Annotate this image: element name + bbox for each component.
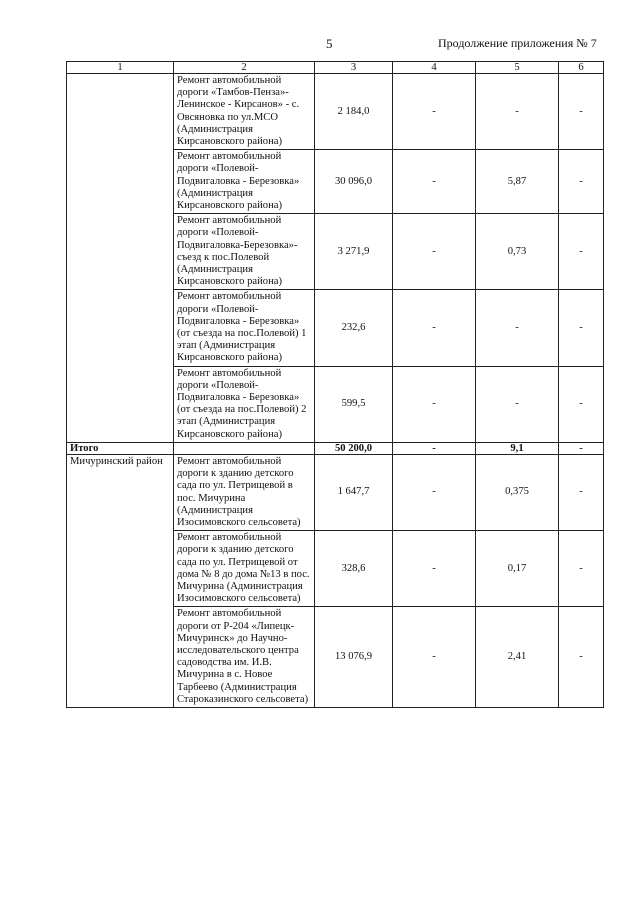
value-cell: - xyxy=(559,290,604,366)
length-cell: - xyxy=(476,290,559,366)
value-cell: - xyxy=(559,214,604,290)
total-row xyxy=(67,442,604,454)
value-cell: - xyxy=(559,150,604,214)
amount-cell: 13 076,9 xyxy=(315,607,393,708)
amount-cell: 2 184,0 xyxy=(315,74,393,150)
road-name: Ремонт автомобильной дороги «Полевой-Подвигаловка - Березовка» (от съезда на пос.Полевой) 1 этап (Администрация Кирсановского района) xyxy=(174,290,315,366)
district-cell: Мичуринский район xyxy=(67,454,174,707)
amount-cell: 232,6 xyxy=(315,290,393,366)
amount-cell: 30 096,0 xyxy=(315,150,393,214)
road-name: Ремонт автомобильной дороги к зданию детского сада по ул. Петрищевой от дома № 8 до дома №13 в пос. Мичурина (Администрация Изосимовского сельсовета) xyxy=(174,531,315,607)
length-cell: 0,73 xyxy=(476,214,559,290)
road-name: Ремонт автомобильной дороги «Полевой-Подвигаловка - Березовка» (от съезда на пос.Полевой) 2 этап (Администрация Кирсановского района) xyxy=(174,366,315,442)
page-number: 5 xyxy=(326,36,333,51)
value-cell: - xyxy=(393,214,476,290)
length-cell: 5,87 xyxy=(476,150,559,214)
table-row xyxy=(67,74,604,150)
total-amount: 50 200,0 xyxy=(315,442,393,454)
value-cell: - xyxy=(559,74,604,150)
value-cell: - xyxy=(393,531,476,607)
page-header: Продолжение приложения № 7 xyxy=(438,36,597,50)
amount-cell: 599,5 xyxy=(315,366,393,442)
value-cell: - xyxy=(393,607,476,708)
road-name: Ремонт автомобильной дороги «Полевой-Подвигаловка-Березовка»-съезд к пос.Полевой (Администрация Кирсановского района) xyxy=(174,214,315,290)
length-cell: 0,375 xyxy=(476,454,559,530)
value-cell: - xyxy=(393,290,476,366)
total-label: Итого xyxy=(67,442,174,454)
road-name: Ремонт автомобильной дороги от Р-204 «Липецк-Мичуринск» до Научно-исследовательского центра садоводства им. И.В. Мичурина в с. Новое Тарбеево (Администрация Староказинского сельсовета) xyxy=(174,607,315,708)
district-cell xyxy=(67,74,174,443)
value-cell: - xyxy=(393,454,476,530)
column-number: 6 xyxy=(559,62,604,74)
column-number: 5 xyxy=(476,62,559,74)
length-cell: - xyxy=(476,74,559,150)
table-row xyxy=(67,454,604,530)
value-cell: - xyxy=(559,454,604,530)
road-name: Ремонт автомобильной дороги «Тамбов-Пенза»-Ленинское - Кирсанов» - с. Овсяновка по ул.МСО (Администрация Кирсановского района) xyxy=(174,74,315,150)
column-number: 2 xyxy=(174,62,315,74)
value-cell: - xyxy=(559,531,604,607)
total-value: - xyxy=(559,442,604,454)
column-number: 3 xyxy=(315,62,393,74)
amount-cell: 1 647,7 xyxy=(315,454,393,530)
length-cell: 2,41 xyxy=(476,607,559,708)
length-cell: - xyxy=(476,366,559,442)
value-cell: - xyxy=(393,74,476,150)
amount-cell: 3 271,9 xyxy=(315,214,393,290)
column-number-row xyxy=(67,62,604,74)
value-cell: - xyxy=(559,607,604,708)
total-length: 9,1 xyxy=(476,442,559,454)
data-table xyxy=(66,61,604,708)
column-number: 4 xyxy=(393,62,476,74)
road-name: Ремонт автомобильной дороги «Полевой-Подвигаловка - Березовка» (Администрация Кирсановского района) xyxy=(174,150,315,214)
length-cell: 0,17 xyxy=(476,531,559,607)
value-cell: - xyxy=(393,366,476,442)
total-value: - xyxy=(393,442,476,454)
total-empty-cell xyxy=(174,442,315,454)
column-number: 1 xyxy=(67,62,174,74)
amount-cell: 328,6 xyxy=(315,531,393,607)
value-cell: - xyxy=(393,150,476,214)
value-cell: - xyxy=(559,366,604,442)
road-name: Ремонт автомобильной дороги к зданию детского сада по ул. Петрищевой в пос. Мичурина (Администрация Изосимовского сельсовета) xyxy=(174,454,315,530)
